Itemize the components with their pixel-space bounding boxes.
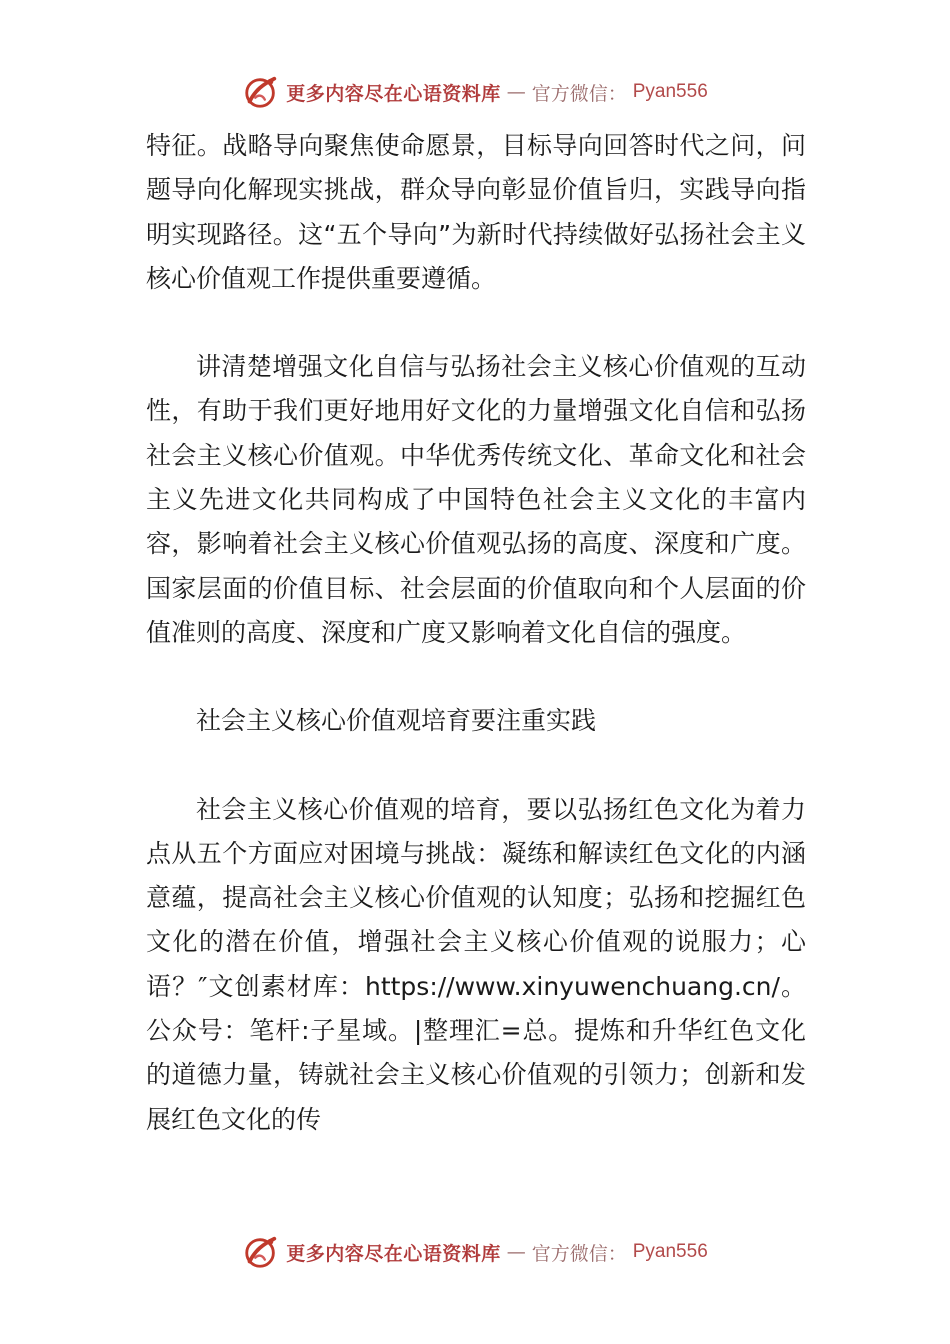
brush-swirl-logo-icon: [242, 73, 280, 111]
paragraph-3: 社会主义核心价值观的培育，要以弘扬红色文化为着力点从五个方面应对困境与挑战：凝练和解读红色文化的内涵意蕴，提高社会主义核心价值观的认知度；弘扬和挖掘红色文化的潜在价值，增强社会主义核心价值观的说服力；心语？″文创素材库：https://www.xinyuwenchuang.cn/。公众号：笔杆:子星域。|整理汇=总。提炼和升华红色文化的道德力量，铸就社会主义核心价值观的引领力；创新和发展红色文化的传: [146, 794, 806, 1134]
section-heading: 社会主义核心价值观培育要注重实践: [196, 706, 597, 736]
header-banner-inner: [242, 73, 708, 111]
footer-title: 更多内容尽在心语资料库: [286, 1242, 501, 1265]
header-dash: —: [506, 81, 526, 103]
paragraph-spacer: [146, 301, 806, 345]
paragraph-2: 讲清楚增强文化自信与弘扬社会主义核心价值观的互动性，有助于我们更好地用好文化的力量增强文化自信和弘扬社会主义核心价值观。中华优秀传统文化、革命文化和社会主义先进文化共同构成了中国特色社会主义文化的丰富内容，影响着社会主义核心价值观弘扬的高度、深度和广度。国家层面的价值目标、社会层面的价值取向和个人层面的价值准则的高度、深度和广度又影响着文化自信的强度。: [146, 352, 806, 647]
header-banner: [0, 72, 950, 112]
header-title: 更多内容尽在心语资料库: [286, 82, 501, 105]
footer-wechat-id: Pyan556: [632, 1241, 708, 1262]
footer-banner: [0, 1232, 950, 1272]
paragraph-1: 特征。战略导向聚焦使命愿景，目标导向回答时代之问，问题导向化解现实挑战，群众导向彰显价值旨归，实践导向指明实现路径。这“五个导向”为新时代持续做好弘扬社会主义核心价值观工作提供重要遵循。: [146, 131, 806, 293]
footer-banner-inner: [242, 1233, 708, 1271]
header-wechat-label: 官方微信：: [531, 82, 627, 105]
footer-wechat-label: 官方微信：: [531, 1242, 627, 1265]
footer-dash: —: [506, 1241, 526, 1263]
document-body: [146, 124, 806, 1142]
brush-swirl-logo-icon: [242, 1233, 280, 1271]
paragraph-spacer: [146, 744, 806, 788]
header-wechat-id: Pyan556: [632, 81, 708, 102]
paragraph-spacer: [146, 655, 806, 699]
